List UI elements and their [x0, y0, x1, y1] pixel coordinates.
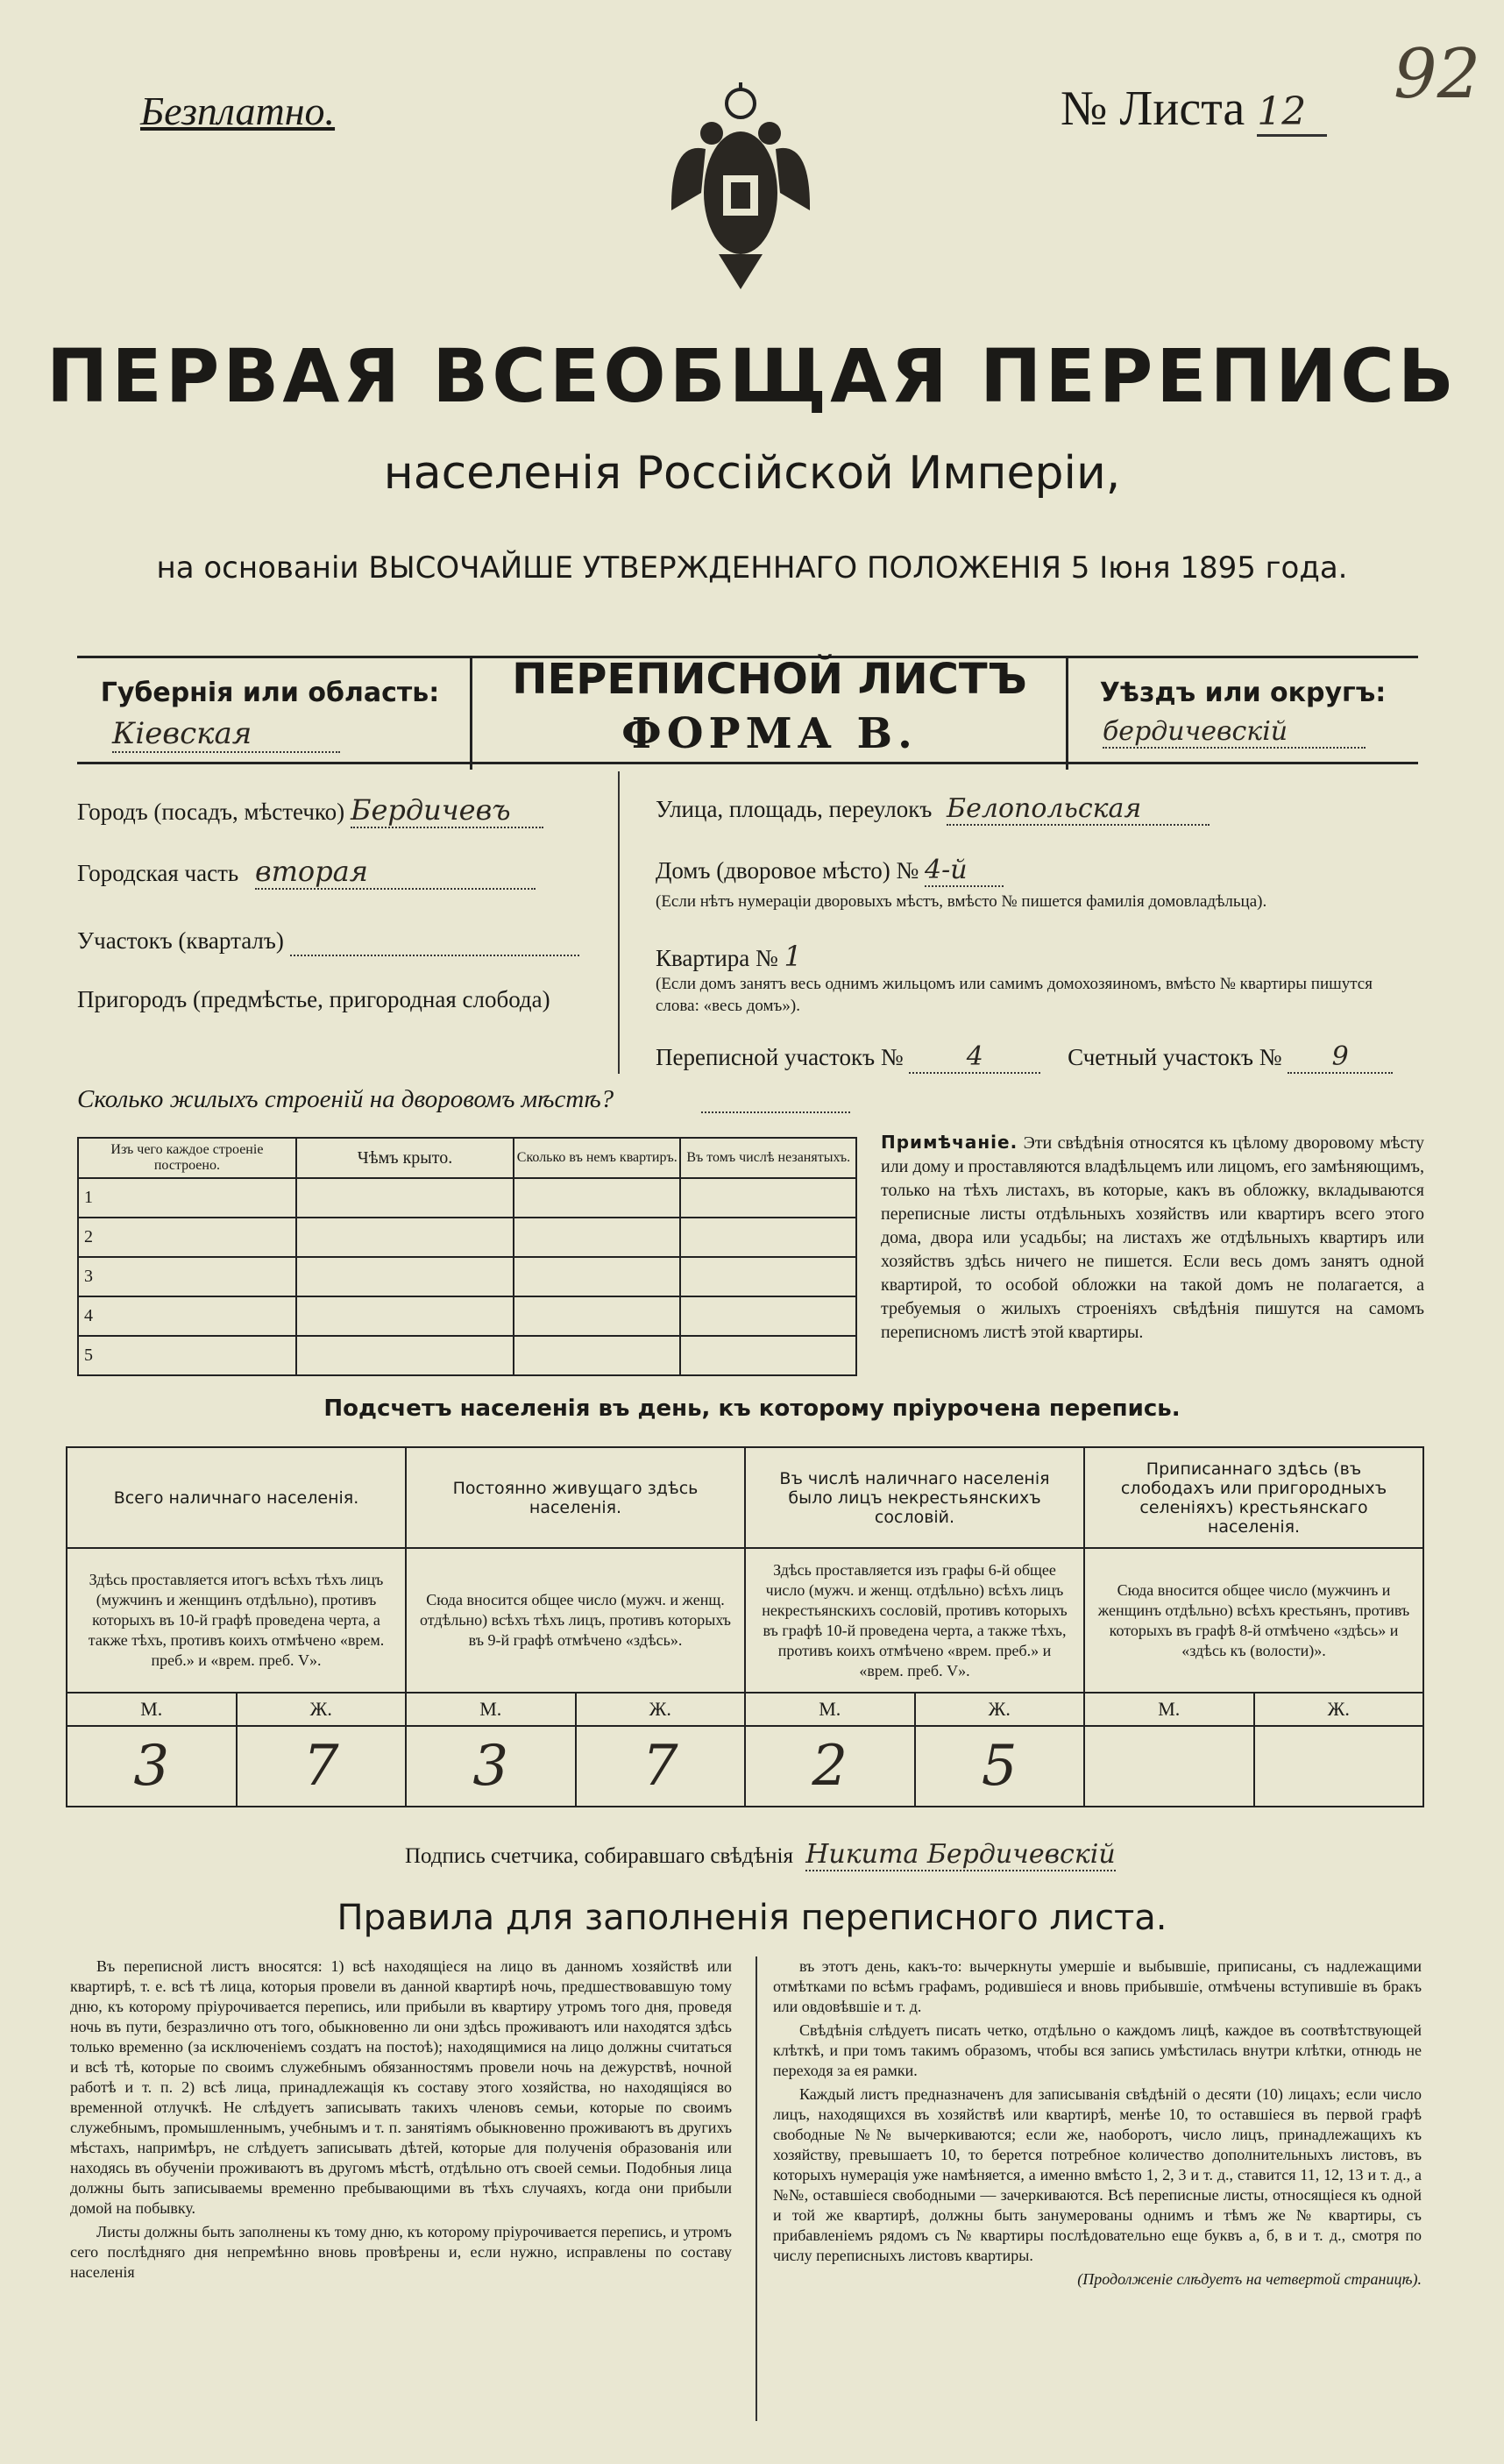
pop-col-3-desc: Здѣсь проставляется изъ графы 6-й общее число (мужч. и женщ. отдѣльно) всѣхъ лицъ некрестьянскихъ сословій, противъ которыхъ въ графѣ 10-й проведена черта, а также тѣхъ, противъ коихъ отмѣчено «врем. преб.» и «врем. преб. V». [745, 1548, 1084, 1693]
pop-col-4-desc: Сюда вносится общее число (мужчинъ и женщинъ отдѣльно) всѣхъ крестьянъ, противъ которыхъ въ графѣ 8-й отмѣчено «здѣсь» и «здѣсь къ (волости)». [1084, 1548, 1423, 1693]
sheet-number-value: 12 [1257, 89, 1327, 137]
pop-col-1-desc: Здѣсь проставляется итогъ всѣхъ тѣхъ лицъ (мужчинъ и женщинъ отдѣльно), противъ которыхъ въ 10-й графѣ проведена черта, а также тѣхъ, противъ коихъ отмѣчено «врем. преб.» и «врем. преб. V». [67, 1548, 406, 1693]
rules-title: Правила для заполненія переписного листа. [337, 1898, 1167, 1938]
rule-paragraph: въ этотъ день, какъ-то: вычеркнуты умершіе и выбывшіе, приписаны, съ надлежащими отмѣтками по всѣмъ графамъ, родившіеся и вновь прибывшіе, отмѣчены вступившіе въ бракъ или овдовѣвшіе и т. д. [773, 1957, 1422, 2015]
gorod-label: Городъ (посадъ, мѣстечко) [77, 799, 345, 825]
m-label: М. [67, 1693, 237, 1726]
row-number: 2 [78, 1218, 296, 1257]
row-number: 4 [78, 1296, 296, 1336]
page-subtitle: населенія Россійской Имперіи, [383, 447, 1121, 500]
signature-value: Никита Бердичевскій [805, 1839, 1116, 1870]
dom-field [656, 855, 1004, 887]
guberniya-label: Губернія или область: [100, 678, 440, 708]
uchastok-label: Участокъ (кварталъ) [77, 927, 284, 954]
buildings-table [77, 1137, 857, 1376]
ulitsa-field [656, 793, 1210, 826]
gorod-value: Бердичевъ [351, 793, 543, 828]
note-text: Эти свѣдѣнія относятся къ цѣлому дворовому мѣсту или дому и проставляются владѣльцемъ или лицомъ, его замѣняющимъ, только на тѣхъ листахъ, въ которые, какъ въ обложку, вкладываются переписные листы отдѣльныхъ хозяйствъ или квартиръ всего этого дома, двора или усадьбы; на листахъ же отдѣльныхъ квартиръ или хозяйствъ здѣсь ничего не пишется. Если весь домъ занятъ одной квартирой, то особой обложки на такой домъ не полагается, а требуемыя о жилыхъ строеніяхъ свѣдѣнія пишутся на самомъ переписномъ листѣ этой квартиры. [881, 1133, 1424, 1342]
rule-paragraph: Въ переписной листъ вносятся: 1) всѣ находящіеся на лицо въ данномъ хозяйствѣ или квартирѣ, т. е. всѣ тѣ лица, которыя провели въ данной квартирѣ ночь, предшествовавшую тому дню, къ которому пріурочивается перепись, или прибыли въ квартиру утромъ того дня, проведя ночь въ пути, безразлично отъ того, обыкновенно ли они здѣсь проживаютъ или находятся здѣсь только временно (за исключеніемъ создатъ на постоѣ); находящимися на лицо должны считаться и всѣ тѣ, которые по своимъ служебнымъ обязанностямъ провели ночь на дежурствѣ, ночной работѣ и т. п. 2) всѣ лица, принадлежащія къ составу этого хозяйства, но находящіяся во временной отлучкѣ. Не слѣдуетъ записывать такихъ членовъ семьи, которые по своимъ служебнымъ, промышленнымъ, учебнымъ и т. п. занятіямъ обыкновенно проживаютъ въ другихъ мѣстахъ, напримѣръ, не слѣдуетъ записывать дѣтей, которые для полученія образованія или находясь въ обученіи проживаютъ въ другомъ мѣстѣ, отдѣльно отъ своей семьи. Подобныя лица должны быть записываемы временно пребывающими въ тѣхъ случаяхъ, когда они прибыли домой на побывку. [70, 1957, 732, 2217]
kvartira-note: (Если домъ занятъ весь однимъ жильцомъ или самимъ домохозяиномъ, вмѣсто № квартиры пишутся слова: «весь домъ»). [656, 975, 1373, 1015]
rule-paragraph: Свѣдѣнія слѣдуетъ писать четко, отдѣльно о каждомъ лицѣ, каждое въ соотвѣтствующей клѣткѣ, и при томъ такимъ образомъ, чтобы вся запись умѣстилась внутри клѣтки, отнюдь не переходя за ея рамки. [773, 2021, 1422, 2079]
signature-label: Подпись счетчика, собиравшаго свѣдѣнія [405, 1844, 793, 1868]
pop-col-2-desc: Сюда вносится общее число (мужч. и женщ. отдѣльно) всѣхъ тѣхъ лицъ, противъ которыхъ въ 9-й графѣ отмѣчено «здѣсь». [406, 1548, 745, 1693]
zh-label: Ж. [576, 1693, 746, 1726]
prigorod-field [77, 986, 550, 1013]
uchastok-blank [290, 927, 579, 956]
perepisnoy-value: 4 [909, 1041, 1040, 1074]
prigorod-label: Пригородъ (предмѣстье, пригородная слобода) [77, 986, 550, 1012]
zh-label: Ж. [1254, 1693, 1424, 1726]
ulitsa-value: Белопольская [947, 793, 1210, 826]
zh-label: Ж. [237, 1693, 407, 1726]
free-label: Безплатно. [140, 89, 336, 133]
rules-right-column [773, 1956, 1422, 2290]
m-label: М. [406, 1693, 576, 1726]
schetny-label: Счетный участокъ № [1068, 1044, 1282, 1070]
pop-col-3-header: Въ числѣ наличнаго населенія было лицъ некрестьянскихъ сословій. [745, 1447, 1084, 1548]
m-label: М. [745, 1693, 915, 1726]
rules-divider [756, 1956, 757, 2421]
kvartira-field [656, 940, 828, 973]
uchastki-field [656, 1041, 1393, 1074]
form-title: ПЕРЕПИСНОЙ ЛИСТЪ [512, 655, 1027, 704]
uezd-label: Уѣздъ или округъ: [1099, 678, 1387, 708]
buildings-col-vacant: Въ томъ числѣ незанятыхъ. [680, 1138, 856, 1178]
uchastok-field [77, 927, 579, 956]
chast-value: вторая [255, 855, 536, 890]
page-title: ПЕРВАЯ ВСЕОБЩАЯ ПЕРЕПИСЬ [46, 333, 1458, 419]
peasant-female-value [1254, 1726, 1424, 1807]
buildings-col-material: Изъ чего каждое строеніе построено. [78, 1138, 296, 1178]
archive-number: 92 [1394, 35, 1481, 114]
rule-paragraph: Листы должны быть заполнены къ тому дню, къ которому пріурочивается перепись, и утромъ сего послѣдняго дня непремѣнно вновь провѣрены и, если нужно, исправлены по составу населенія [70, 2223, 732, 2281]
signature-field [405, 1839, 1116, 1871]
nonpeasant-male-value: 2 [745, 1726, 915, 1807]
row-number: 5 [78, 1336, 296, 1375]
table-row [78, 1178, 856, 1218]
pop-col-1-header: Всего наличнаго населенія. [67, 1447, 406, 1548]
dom-label: Домъ (дворовое мѣсто) № [656, 857, 919, 884]
rules-left-column [70, 1956, 732, 2286]
population-title: Подсчетъ населенія въ день, къ которому пріурочена перепись. [323, 1395, 1181, 1422]
note-title: Примѣчаніе. [881, 1132, 1018, 1153]
table-row [78, 1218, 856, 1257]
table-row [78, 1257, 856, 1296]
dom-note: (Если нѣтъ нумераціи дворовыхъ мѣстъ, вмѣсто № пишется фамилія домовладѣльца). [656, 892, 1267, 911]
kvartira-value: 1 [784, 940, 802, 973]
zh-label: Ж. [915, 1693, 1085, 1726]
dom-value: 4-й [925, 855, 1004, 887]
permanent-male-value: 3 [406, 1726, 576, 1807]
total-male-value: 3 [67, 1726, 237, 1807]
total-female-value: 7 [237, 1726, 407, 1807]
form-title-box [77, 656, 1418, 764]
chast-label: Городская часть [77, 860, 239, 886]
m-label: М. [1084, 1693, 1254, 1726]
imperial-eagle-emblem [666, 79, 815, 298]
table-row [78, 1296, 856, 1336]
buildings-col-apartments: Сколько въ немъ квартиръ. [514, 1138, 680, 1178]
pop-col-2-header: Постоянно живущаго здѣсь населенія. [406, 1447, 745, 1548]
ulitsa-label: Улица, площадь, переулокъ [656, 796, 933, 822]
kvartira-label: Квартира № [656, 945, 778, 971]
schetny-value: 9 [1288, 1041, 1393, 1074]
row-number: 3 [78, 1257, 296, 1296]
buildings-note [881, 1131, 1424, 1345]
buildings-answer-blank [701, 1111, 850, 1113]
nonpeasant-female-value: 5 [915, 1726, 1085, 1807]
uezd-value: бердичевскій [1103, 716, 1366, 749]
permanent-female-value: 7 [576, 1726, 746, 1807]
buildings-question: Сколько жилыхъ строеній на дворовомъ мѣстѣ? [77, 1085, 614, 1113]
chast-field [77, 855, 536, 890]
buildings-col-roof: Чѣмъ крыто. [296, 1138, 514, 1178]
guberniya-value: Кіевская [112, 716, 340, 753]
table-row [78, 1336, 856, 1375]
form-name: ФОРМА В. [621, 709, 918, 758]
peasant-male-value [1084, 1726, 1254, 1807]
sheet-number [1061, 81, 1327, 137]
address-divider [618, 771, 620, 1074]
perepisnoy-label: Переписной участокъ № [656, 1044, 904, 1070]
gorod-field [77, 793, 543, 828]
sheet-number-label: № Листа [1061, 82, 1245, 136]
population-table [66, 1446, 1424, 1807]
rules-continued: (Продолженіе слѣдуетъ на четвертой страницѣ). [1077, 2270, 1422, 2288]
pop-col-4-header: Приписаннаго здѣсь (въ слободахъ или пригородныхъ селеніяхъ) крестьянскаго населенія. [1084, 1447, 1423, 1548]
rule-paragraph: Каждый листъ предназначенъ для записыванія свѣдѣній о десяти (10) лицахъ; если число лицъ, находящихся въ хозяйствѣ или квартирѣ, менѣе 10, то оставшіеся въ первой графѣ свободные №№ вычеркиваются; если же, наоборотъ, число лицъ, принадлежащихъ къ хозяйству, превышаетъ 10, то берется потребное количество дополнительныхъ листовъ, въ которыхъ нумерація уже намѣняется, а именно вмѣсто 1, 2, 3 и т. д., ставится 11, 12, 13 и т. д., а №№, оставшіеся свободными — зачеркиваются. Всѣ переписные листы, относящіеся къ одной и той же квартирѣ, должны быть занумерованы однимъ и тѣмъ же № квартиры, съ прибавленіемъ рядомъ съ № квартиры послѣдовательно еще буквъ а, б, в и т. д., смотря по числу переписныхъ листовъ квартиры. [773, 2085, 1422, 2264]
row-number: 1 [78, 1178, 296, 1218]
legal-basis: на основаніи ВЫСОЧАЙШЕ УТВЕРЖДЕННАГО ПОЛОЖЕНІЯ 5 Іюня 1895 года. [156, 550, 1348, 586]
